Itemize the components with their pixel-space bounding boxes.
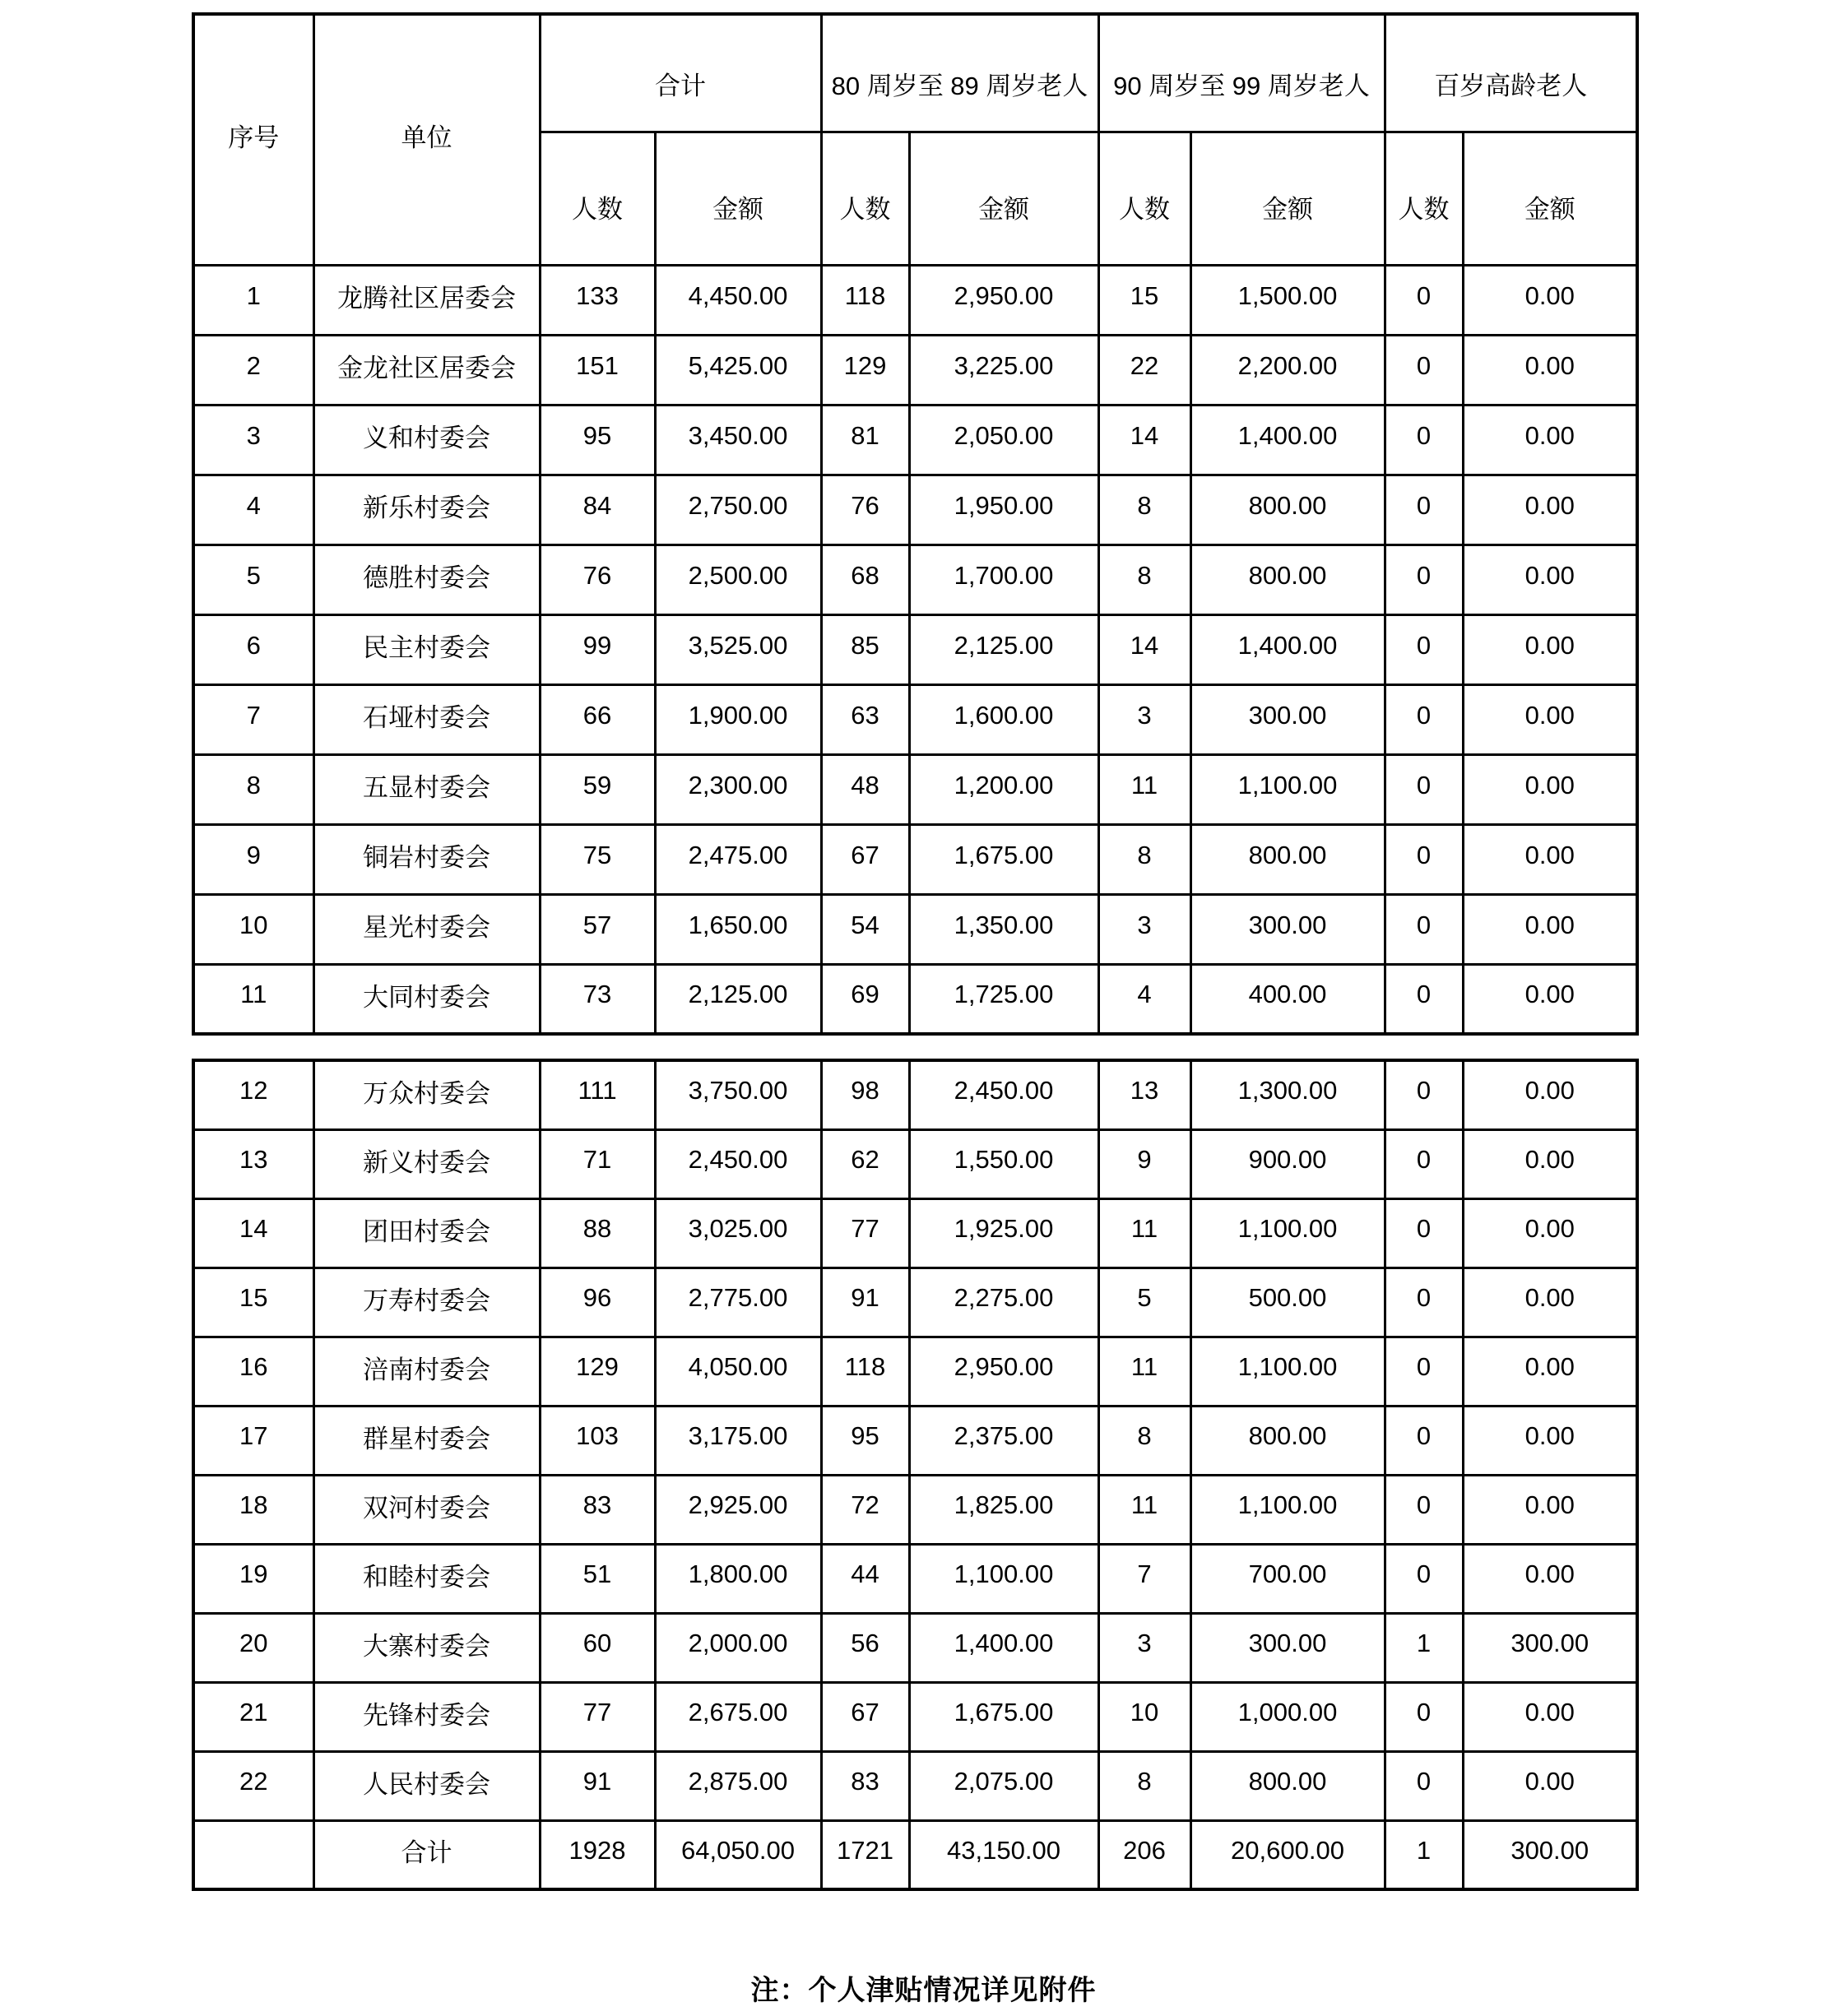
footer-note: 注：个人津贴情况详见附件 — [750, 1975, 1097, 2006]
count-cell: 57 — [540, 894, 655, 964]
count-cell: 77 — [821, 1198, 909, 1268]
count-cell: 99 — [540, 614, 655, 684]
amount-cell: 0.00 — [1463, 1060, 1637, 1129]
count-cell: 59 — [540, 754, 655, 824]
header-90-99-amount: 金额 — [1190, 132, 1385, 265]
count-cell: 71 — [540, 1129, 655, 1198]
amount-cell: 1,700.00 — [909, 545, 1098, 614]
count-cell: 0 — [1385, 1268, 1463, 1337]
amount-cell: 1,925.00 — [909, 1198, 1098, 1268]
count-cell: 129 — [540, 1337, 655, 1406]
count-cell: 60 — [540, 1613, 655, 1682]
count-cell: 0 — [1385, 614, 1463, 684]
amount-cell: 3,750.00 — [655, 1060, 821, 1129]
total-row — [193, 1820, 1637, 1889]
count-cell: 0 — [1385, 1060, 1463, 1129]
unit-cell: 新乐村委会 — [313, 475, 540, 545]
count-cell: 81 — [821, 405, 909, 475]
amount-cell: 1,825.00 — [909, 1475, 1098, 1544]
unit-cell: 团田村委会 — [313, 1198, 540, 1268]
count-cell: 14 — [1098, 614, 1190, 684]
count-cell: 83 — [540, 1475, 655, 1544]
table-row — [193, 1406, 1637, 1475]
header-group-90-99: 90 周岁至 99 周岁老人 — [1098, 14, 1385, 132]
amount-cell: 2,125.00 — [909, 614, 1098, 684]
count-cell: 111 — [540, 1060, 655, 1129]
count-cell: 76 — [540, 545, 655, 614]
count-cell: 3 — [1098, 1613, 1190, 1682]
amount-cell: 0.00 — [1463, 1268, 1637, 1337]
serial-cell: 1 — [193, 265, 313, 335]
count-cell: 0 — [1385, 1198, 1463, 1268]
count-cell: 85 — [821, 614, 909, 684]
table-row — [193, 964, 1637, 1034]
amount-cell: 0.00 — [1463, 754, 1637, 824]
amount-cell: 2,500.00 — [655, 545, 821, 614]
amount-cell: 2,300.00 — [655, 754, 821, 824]
count-cell: 62 — [821, 1129, 909, 1198]
amount-cell: 0.00 — [1463, 1751, 1637, 1820]
table-row — [193, 1198, 1637, 1268]
count-cell: 0 — [1385, 1337, 1463, 1406]
amount-cell: 2,875.00 — [655, 1751, 821, 1820]
amount-cell: 2,450.00 — [909, 1060, 1098, 1129]
count-cell: 0 — [1385, 1544, 1463, 1613]
amount-cell: 1,500.00 — [1190, 265, 1385, 335]
header-80-89-count: 人数 — [821, 132, 909, 265]
count-cell: 10 — [1098, 1682, 1190, 1751]
count-cell: 54 — [821, 894, 909, 964]
count-cell: 95 — [540, 405, 655, 475]
amount-cell: 0.00 — [1463, 405, 1637, 475]
count-cell: 77 — [540, 1682, 655, 1751]
amount-cell: 2,200.00 — [1190, 335, 1385, 405]
table-row — [193, 1475, 1637, 1544]
amount-cell: 2,125.00 — [655, 964, 821, 1034]
count-cell: 8 — [1098, 1406, 1190, 1475]
amount-cell: 300.00 — [1190, 684, 1385, 754]
amount-cell: 800.00 — [1190, 824, 1385, 894]
header-100-count: 人数 — [1385, 132, 1463, 265]
count-cell: 9 — [1098, 1129, 1190, 1198]
count-cell: 129 — [821, 335, 909, 405]
count-cell: 118 — [821, 265, 909, 335]
count-cell: 95 — [821, 1406, 909, 1475]
count-cell: 0 — [1385, 545, 1463, 614]
table-row — [193, 405, 1637, 475]
table-row — [193, 265, 1637, 335]
amount-cell: 43,150.00 — [909, 1820, 1098, 1889]
amount-cell: 1,725.00 — [909, 964, 1098, 1034]
amount-cell: 1,950.00 — [909, 475, 1098, 545]
unit-cell: 大同村委会 — [313, 964, 540, 1034]
amount-cell: 0.00 — [1463, 824, 1637, 894]
amount-cell: 0.00 — [1463, 684, 1637, 754]
serial-cell: 14 — [193, 1198, 313, 1268]
unit-cell: 合计 — [313, 1820, 540, 1889]
unit-cell: 大寨村委会 — [313, 1613, 540, 1682]
unit-cell: 龙腾社区居委会 — [313, 265, 540, 335]
amount-cell: 3,450.00 — [655, 405, 821, 475]
count-cell: 84 — [540, 475, 655, 545]
count-cell: 83 — [821, 1751, 909, 1820]
count-cell: 96 — [540, 1268, 655, 1337]
count-cell: 0 — [1385, 405, 1463, 475]
header-group-100: 百岁高龄老人 — [1385, 14, 1637, 132]
amount-cell: 0.00 — [1463, 1475, 1637, 1544]
unit-cell: 双河村委会 — [313, 1475, 540, 1544]
amount-cell: 0.00 — [1463, 894, 1637, 964]
unit-cell: 民主村委会 — [313, 614, 540, 684]
serial-cell: 16 — [193, 1337, 313, 1406]
amount-cell: 500.00 — [1190, 1268, 1385, 1337]
table-row — [193, 614, 1637, 684]
amount-cell: 1,100.00 — [1190, 754, 1385, 824]
amount-cell: 4,450.00 — [655, 265, 821, 335]
count-cell: 11 — [1098, 1337, 1190, 1406]
count-cell: 118 — [821, 1337, 909, 1406]
amount-cell: 300.00 — [1190, 894, 1385, 964]
serial-cell: 22 — [193, 1751, 313, 1820]
unit-cell: 群星村委会 — [313, 1406, 540, 1475]
table-row — [193, 1060, 1637, 1129]
amount-cell: 1,100.00 — [1190, 1198, 1385, 1268]
serial-cell: 8 — [193, 754, 313, 824]
amount-cell: 1,800.00 — [655, 1544, 821, 1613]
amount-cell: 2,050.00 — [909, 405, 1098, 475]
amount-cell: 3,525.00 — [655, 614, 821, 684]
unit-cell: 人民村委会 — [313, 1751, 540, 1820]
count-cell: 3 — [1098, 894, 1190, 964]
unit-cell: 万众村委会 — [313, 1060, 540, 1129]
amount-cell: 1,350.00 — [909, 894, 1098, 964]
serial-cell: 17 — [193, 1406, 313, 1475]
amount-cell: 1,000.00 — [1190, 1682, 1385, 1751]
serial-cell: 12 — [193, 1060, 313, 1129]
amount-cell: 2,750.00 — [655, 475, 821, 545]
count-cell: 73 — [540, 964, 655, 1034]
count-cell: 8 — [1098, 1751, 1190, 1820]
count-cell: 1928 — [540, 1820, 655, 1889]
unit-cell: 五显村委会 — [313, 754, 540, 824]
amount-cell: 1,200.00 — [909, 754, 1098, 824]
count-cell: 22 — [1098, 335, 1190, 405]
count-cell: 0 — [1385, 1475, 1463, 1544]
amount-cell: 2,950.00 — [909, 1337, 1098, 1406]
count-cell: 3 — [1098, 684, 1190, 754]
serial-cell: 19 — [193, 1544, 313, 1613]
count-cell: 69 — [821, 964, 909, 1034]
count-cell: 68 — [821, 545, 909, 614]
count-cell: 0 — [1385, 335, 1463, 405]
amount-cell: 1,650.00 — [655, 894, 821, 964]
count-cell: 133 — [540, 265, 655, 335]
amount-cell: 300.00 — [1190, 1613, 1385, 1682]
header-80-89-amount: 金额 — [909, 132, 1098, 265]
amount-cell: 0.00 — [1463, 1406, 1637, 1475]
header-serial: 序号 — [193, 14, 313, 265]
amount-cell: 700.00 — [1190, 1544, 1385, 1613]
count-cell: 14 — [1098, 405, 1190, 475]
amount-cell: 2,950.00 — [909, 265, 1098, 335]
count-cell: 103 — [540, 1406, 655, 1475]
count-cell: 0 — [1385, 824, 1463, 894]
unit-cell: 和睦村委会 — [313, 1544, 540, 1613]
serial-cell: 15 — [193, 1268, 313, 1337]
amount-cell: 300.00 — [1463, 1820, 1637, 1889]
amount-cell: 0.00 — [1463, 1129, 1637, 1198]
count-cell: 8 — [1098, 545, 1190, 614]
amount-cell: 0.00 — [1463, 964, 1637, 1034]
amount-cell: 400.00 — [1190, 964, 1385, 1034]
unit-cell: 铜岩村委会 — [313, 824, 540, 894]
table-row — [193, 754, 1637, 824]
amount-cell: 3,225.00 — [909, 335, 1098, 405]
amount-cell: 300.00 — [1463, 1613, 1637, 1682]
amount-cell: 64,050.00 — [655, 1820, 821, 1889]
serial-cell: 3 — [193, 405, 313, 475]
table-row — [193, 894, 1637, 964]
amount-cell: 1,675.00 — [909, 1682, 1098, 1751]
table-row — [193, 1613, 1637, 1682]
serial-cell: 13 — [193, 1129, 313, 1198]
unit-cell: 义和村委会 — [313, 405, 540, 475]
amount-cell: 0.00 — [1463, 1337, 1637, 1406]
serial-cell: 5 — [193, 545, 313, 614]
amount-cell: 2,475.00 — [655, 824, 821, 894]
amount-cell: 0.00 — [1463, 614, 1637, 684]
amount-cell: 1,400.00 — [909, 1613, 1098, 1682]
count-cell: 67 — [821, 824, 909, 894]
table-row — [193, 1337, 1637, 1406]
count-cell: 44 — [821, 1544, 909, 1613]
amount-cell: 5,425.00 — [655, 335, 821, 405]
count-cell: 66 — [540, 684, 655, 754]
count-cell: 151 — [540, 335, 655, 405]
serial-cell: 18 — [193, 1475, 313, 1544]
header-group-80-89: 80 周岁至 89 周岁老人 — [821, 14, 1098, 132]
count-cell: 0 — [1385, 1129, 1463, 1198]
subsidy-table-section-1 — [192, 12, 1639, 1036]
amount-cell: 1,675.00 — [909, 824, 1098, 894]
count-cell: 1721 — [821, 1820, 909, 1889]
amount-cell: 0.00 — [1463, 1544, 1637, 1613]
serial-cell: 21 — [193, 1682, 313, 1751]
table-row — [193, 335, 1637, 405]
header-90-99-count: 人数 — [1098, 132, 1190, 265]
header-unit: 单位 — [313, 14, 540, 265]
count-cell: 0 — [1385, 894, 1463, 964]
table-row — [193, 475, 1637, 545]
table-row — [193, 1682, 1637, 1751]
unit-cell: 先锋村委会 — [313, 1682, 540, 1751]
count-cell: 11 — [1098, 754, 1190, 824]
amount-cell: 1,100.00 — [1190, 1337, 1385, 1406]
amount-cell: 900.00 — [1190, 1129, 1385, 1198]
amount-cell: 3,025.00 — [655, 1198, 821, 1268]
table-row — [193, 684, 1637, 754]
serial-cell: 2 — [193, 335, 313, 405]
count-cell: 0 — [1385, 265, 1463, 335]
amount-cell: 2,375.00 — [909, 1406, 1098, 1475]
amount-cell: 800.00 — [1190, 1406, 1385, 1475]
amount-cell: 2,000.00 — [655, 1613, 821, 1682]
count-cell: 4 — [1098, 964, 1190, 1034]
serial-cell: 11 — [193, 964, 313, 1034]
serial-cell: 10 — [193, 894, 313, 964]
count-cell: 11 — [1098, 1198, 1190, 1268]
serial-cell: 9 — [193, 824, 313, 894]
amount-cell: 4,050.00 — [655, 1337, 821, 1406]
amount-cell: 1,900.00 — [655, 684, 821, 754]
amount-cell: 0.00 — [1463, 1198, 1637, 1268]
table-row — [193, 1268, 1637, 1337]
document-sheet — [192, 12, 1636, 1891]
header-group-total: 合计 — [540, 14, 821, 132]
unit-cell: 石垭村委会 — [313, 684, 540, 754]
amount-cell: 1,300.00 — [1190, 1060, 1385, 1129]
amount-cell: 1,100.00 — [1190, 1475, 1385, 1544]
amount-cell: 0.00 — [1463, 545, 1637, 614]
count-cell: 63 — [821, 684, 909, 754]
count-cell: 91 — [540, 1751, 655, 1820]
amount-cell: 0.00 — [1463, 335, 1637, 405]
unit-cell: 星光村委会 — [313, 894, 540, 964]
table-row — [193, 1751, 1637, 1820]
count-cell: 1 — [1385, 1820, 1463, 1889]
count-cell: 11 — [1098, 1475, 1190, 1544]
amount-cell: 800.00 — [1190, 1751, 1385, 1820]
unit-cell: 万寿村委会 — [313, 1268, 540, 1337]
count-cell: 76 — [821, 475, 909, 545]
header-total-count: 人数 — [540, 132, 655, 265]
count-cell: 8 — [1098, 475, 1190, 545]
count-cell: 0 — [1385, 684, 1463, 754]
amount-cell: 1,400.00 — [1190, 614, 1385, 684]
subsidy-table-section-2 — [192, 1059, 1639, 1891]
count-cell: 7 — [1098, 1544, 1190, 1613]
unit-cell: 德胜村委会 — [313, 545, 540, 614]
serial-cell: 6 — [193, 614, 313, 684]
count-cell: 0 — [1385, 1682, 1463, 1751]
count-cell: 8 — [1098, 824, 1190, 894]
amount-cell: 2,450.00 — [655, 1129, 821, 1198]
count-cell: 48 — [821, 754, 909, 824]
amount-cell: 1,100.00 — [909, 1544, 1098, 1613]
unit-cell: 新义村委会 — [313, 1129, 540, 1198]
unit-cell: 金龙社区居委会 — [313, 335, 540, 405]
count-cell: 51 — [540, 1544, 655, 1613]
count-cell: 0 — [1385, 475, 1463, 545]
count-cell: 5 — [1098, 1268, 1190, 1337]
amount-cell: 2,075.00 — [909, 1751, 1098, 1820]
header-100-amount: 金额 — [1463, 132, 1637, 265]
table-row — [193, 824, 1637, 894]
serial-cell: 20 — [193, 1613, 313, 1682]
table-row — [193, 545, 1637, 614]
amount-cell: 20,600.00 — [1190, 1820, 1385, 1889]
count-cell: 0 — [1385, 964, 1463, 1034]
table-row — [193, 1544, 1637, 1613]
count-cell: 98 — [821, 1060, 909, 1129]
count-cell: 56 — [821, 1613, 909, 1682]
count-cell: 67 — [821, 1682, 909, 1751]
amount-cell: 800.00 — [1190, 545, 1385, 614]
amount-cell: 800.00 — [1190, 475, 1385, 545]
count-cell: 75 — [540, 824, 655, 894]
serial-cell: 4 — [193, 475, 313, 545]
count-cell: 13 — [1098, 1060, 1190, 1129]
header-group-row — [193, 14, 1637, 132]
serial-cell: 7 — [193, 684, 313, 754]
unit-cell: 涪南村委会 — [313, 1337, 540, 1406]
count-cell: 0 — [1385, 1751, 1463, 1820]
table-row — [193, 1129, 1637, 1198]
serial-cell — [193, 1820, 313, 1889]
amount-cell: 0.00 — [1463, 265, 1637, 335]
count-cell: 0 — [1385, 754, 1463, 824]
header-total-amount: 金额 — [655, 132, 821, 265]
amount-cell: 2,925.00 — [655, 1475, 821, 1544]
amount-cell: 2,275.00 — [909, 1268, 1098, 1337]
count-cell: 72 — [821, 1475, 909, 1544]
count-cell: 1 — [1385, 1613, 1463, 1682]
amount-cell: 2,675.00 — [655, 1682, 821, 1751]
count-cell: 15 — [1098, 265, 1190, 335]
amount-cell: 3,175.00 — [655, 1406, 821, 1475]
amount-cell: 1,400.00 — [1190, 405, 1385, 475]
count-cell: 88 — [540, 1198, 655, 1268]
amount-cell: 1,600.00 — [909, 684, 1098, 754]
amount-cell: 1,550.00 — [909, 1129, 1098, 1198]
count-cell: 206 — [1098, 1820, 1190, 1889]
amount-cell: 2,775.00 — [655, 1268, 821, 1337]
count-cell: 0 — [1385, 1406, 1463, 1475]
count-cell: 91 — [821, 1268, 909, 1337]
amount-cell: 0.00 — [1463, 1682, 1637, 1751]
amount-cell: 0.00 — [1463, 475, 1637, 545]
